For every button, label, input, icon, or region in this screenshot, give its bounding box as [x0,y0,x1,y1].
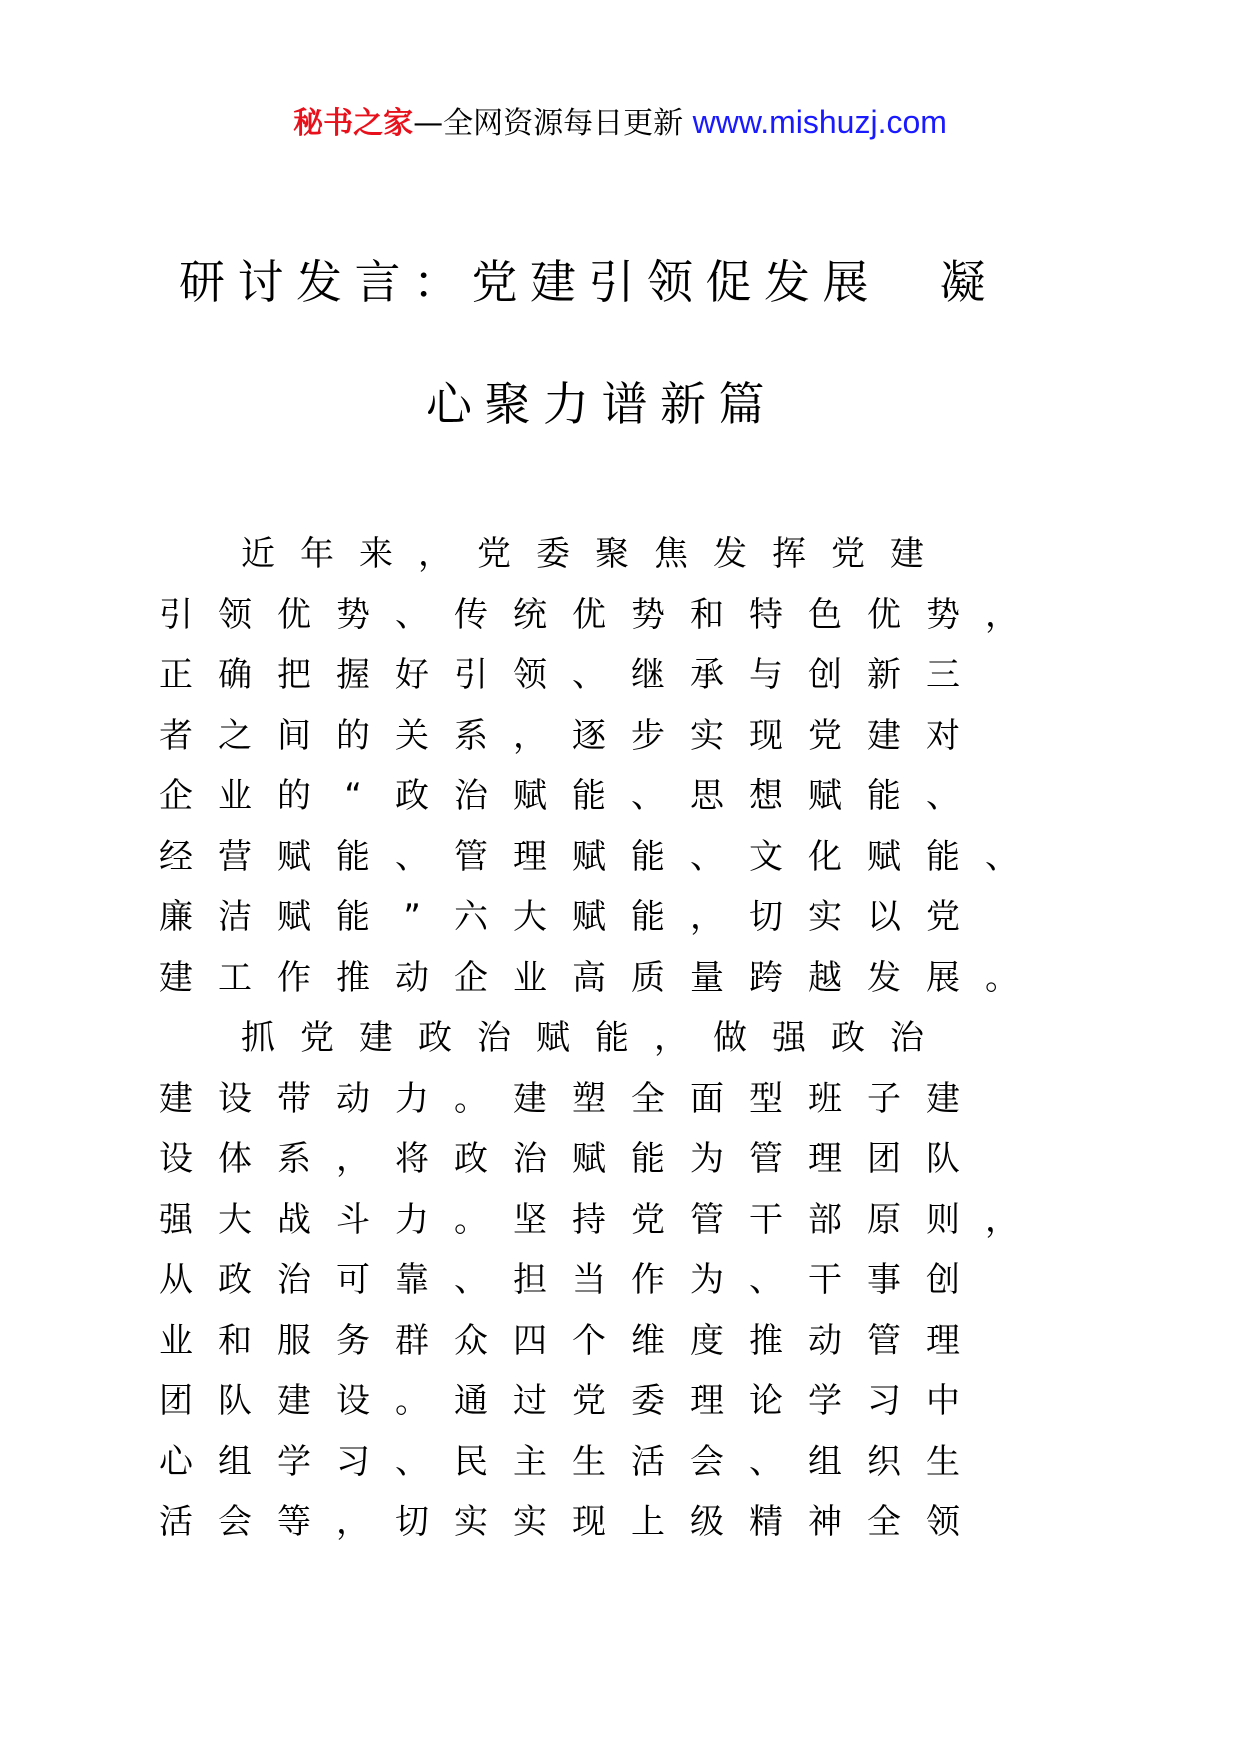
body-line: 设 体 系 ， 将 政 治 赋 能 为 管 理 团 队 [159,1139,960,1179]
body-line: 业 和 服 务 群 众 四 个 维 度 推 动 管 理 [159,1320,960,1361]
body-line: 正 确 把 握 好 引 领 、 继 承 与 创 新 三 [159,655,960,695]
body-line: 抓 党 建 政 治 赋 能 ， 做 强 政 治 [241,1018,924,1058]
body-line: 活 会 等 ， 切 实 实 现 上 级 精 神 全 领 [159,1502,960,1542]
body-line: 从 政 治 可 靠 、 担 当 作 为 、 干 事 创 [159,1260,960,1300]
site-url-link[interactable]: www.mishuzj.com [692,104,947,140]
body-line: 者 之 间 的 关 系 ， 逐 步 实 现 党 建 对 [159,715,960,756]
body-line: 企 业 的 “ 政 治 赋 能 、 思 想 赋 能 、 [159,776,960,816]
document-body [159,524,1124,1553]
body-line: 建 工 作 推 动 企 业 高 质 量 跨 越 发 展 。 [159,957,1019,998]
site-brand: 秘书之家 [293,106,414,141]
body-line: 经 营 赋 能 、 管 理 赋 能 、 文 化 赋 能 、 [159,836,1019,877]
body-line: 团 队 建 设 。 通 过 党 委 理 论 学 习 中 [159,1381,960,1421]
body-line: 近 年 来 ， 党 委 聚 焦 发 挥 党 建 [241,534,924,574]
body-line: 引 领 优 势 、 传 统 优 势 和 特 色 优 势 ， [159,594,1019,635]
body-line: 廉 洁 赋 能 ” 六 大 赋 能 ， 切 实 以 党 [159,897,960,937]
site-tagline: —全网资源每日更新 [413,106,684,141]
body-line: 建 设 带 动 力 。 建 塑 全 面 型 班 子 建 [159,1078,960,1119]
body-line: 心 组 学 习 、 民 主 生 活 会 、 组 织 生 [159,1441,960,1482]
body-line: 强 大 战 斗 力 。 坚 持 党 管 干 部 原 则 ， [159,1199,1019,1240]
site-header [0,100,1240,146]
